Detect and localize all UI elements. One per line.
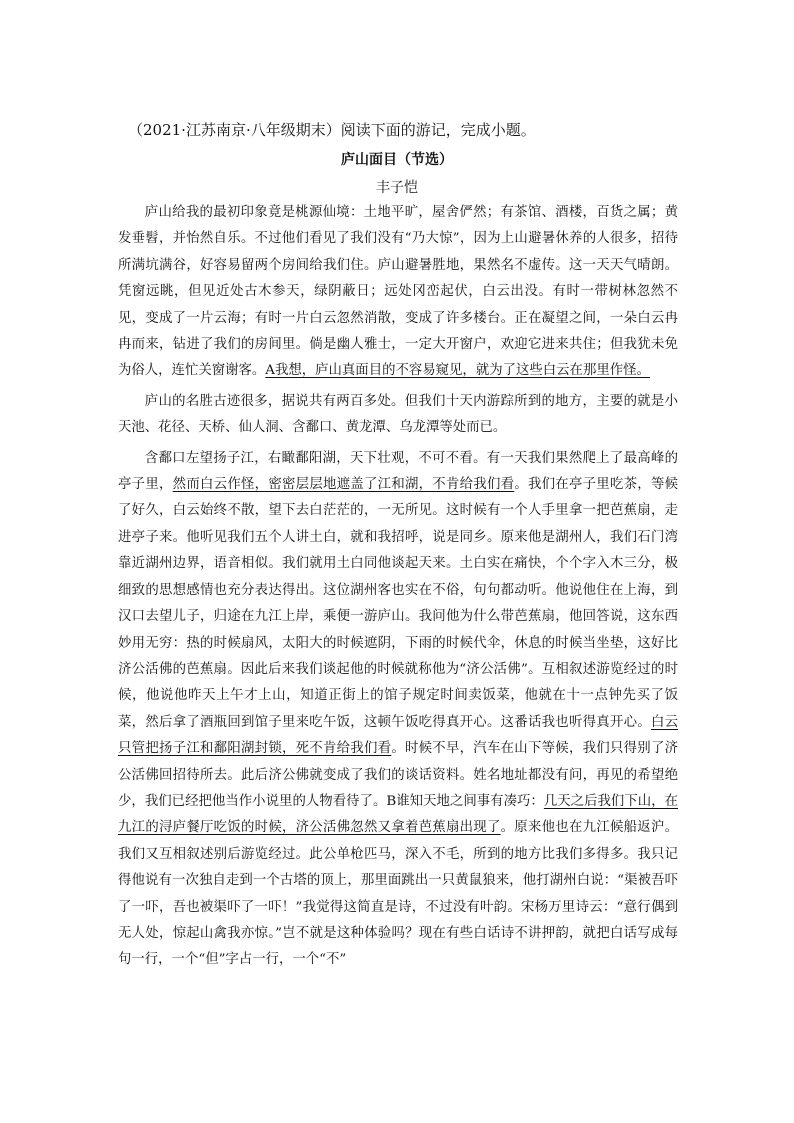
paragraph-3-text-4: 。原来他也在九江候船返沪。我们又互相叙述别后游览经过。此公单枪匹马，深入不毛，所到的地方比我们多得多。我只记得他说有一次独自走到一个古塔的顶上，那里面跳出一只黄鼠狼来，他打湖州白说：“渠被吾吓了一吓，吾也被渠吓了一吓！”我觉得这简直是诗，不过没有叶韵。宋杨万里诗云：“意行偶到无人处，惊起山禽我亦惊。”岂不就是这种体验吗？现在有些白话诗不讲押韵，就把白话写成每句一行，一个“但”字占一行，一个“不” xyxy=(118,820,678,968)
paragraph-1-text: 庐山给我的最初印象竟是桃源仙境：土地平旷，屋舍俨然；有茶馆、酒楼，百货之属；黄发垂髫，并怡然自乐。不过他们看见了我们没有“乃大惊”，因为上山避暑休养的人很多，招待所满坑满谷，好容易留两个房间给我们住。庐山避暑胜地，果然名不虚传。这一天天气晴朗。凭窗远眺，但见近处古木参天，绿阴蔽日；远处冈峦起伏，白云出没。有时一带树林忽然不见，变成了一片云海；有时一片白云忽然消散，变成了许多楼台。正在凝望之间，一朵白云冉冉而来，钻进了我们的房间里。倘是幽人雅士，一定大开窗户，欢迎它进来共住；但我犹未免为俗人，连忙关窗谢客。 xyxy=(118,205,678,379)
article-body xyxy=(118,200,678,974)
paragraph-2: 庐山的名胜古迹很多，据说共有两百多处。但我们十天内游踪所到的地方，主要的就是小天池、花径、天桥、仙人洞、含鄱口、黄龙潭、乌龙潭等处而已。 xyxy=(118,393,678,436)
paragraph-1 xyxy=(118,200,678,385)
paragraph-3-text-1: 含鄱口左望扬子江，右瞰鄱阳湖，天下壮观，不可不看。有一天我们果然爬上了最高峰的亭子里， xyxy=(118,450,678,493)
underlined-sentence-a: A我想，庐山真面目的不容易窥见，就为了这些白云在那里作怪。 xyxy=(265,363,650,379)
article-author: 丰子恺 xyxy=(376,180,418,196)
underlined-sentence-b: 几天之后我们下山，在九江的浔庐餐厅吃饭的时候，济公活佛忽然又拿着芭蕉扇出现了 xyxy=(118,793,678,836)
underlined-phrase-clouds-cover: 然而白云作怪，密密层层地遮盖了江和湖，不肯给我们看 xyxy=(172,477,515,493)
paragraph-3-text-2: 。我们在亭子里吃茶，等候了好久，白云始终不散，望下去白茫茫的，一无所见。这时候有一个人手里拿一把芭蕉扇，走进亭子来。他听见我们五个人讲土白，就和我招呼，说是同乡。原来他是湖州人，我们石门湾靠近湖州边界，语音相似。我们就用土白同他谈起天来。土白实在痛快，个个字入木三分，极细致的思想感情也充分表达得出。这位湖州客也实在不俗，句句都动听。他说他住在上海，到汉口去望儿子，归途在九江上岸，乘便一游庐山。我问他为什么带芭蕉扇，他回答说，这东西妙用无穷：热的时候扇风，太阳大的时候遮阴，下雨的时候代伞，休息的时候当坐垫，这好比济公活佛的芭蕉扇。因此后来我们谈起他的时候就称他为“济公活佛”。互相叙述游览经过的时候，他说他昨天上午才上山，知道正街上的馆子规定时间卖饭菜，他就在十一点钟先买了饭菜，然后拿了酒瓶回到馆子里来吃午饭，这顿午饭吃得真开心。这番话我也听得真开心。 xyxy=(118,477,679,730)
paragraph-3 xyxy=(118,446,678,974)
article-title: 庐山面目（节选） xyxy=(341,152,453,168)
paragraph-3-text-3: 。时候不早，汽车在山下等候，我们只得别了济公活佛回招待所去。此后济公佛就变成了我们的谈话资料。姓名地址都没有问，再见的希望绝少，我们已经把他当作小说里的人物看待了。B谁知天地之间事有凑巧： xyxy=(118,741,679,809)
underlined-phrase-clouds-lock: 白云只管把扬子江和鄱阳湖封锁，死不肯给我们看 xyxy=(118,714,679,757)
question-intro: （2021·江苏南京·八年级期末）阅读下面的游记，完成小题。 xyxy=(128,121,536,139)
